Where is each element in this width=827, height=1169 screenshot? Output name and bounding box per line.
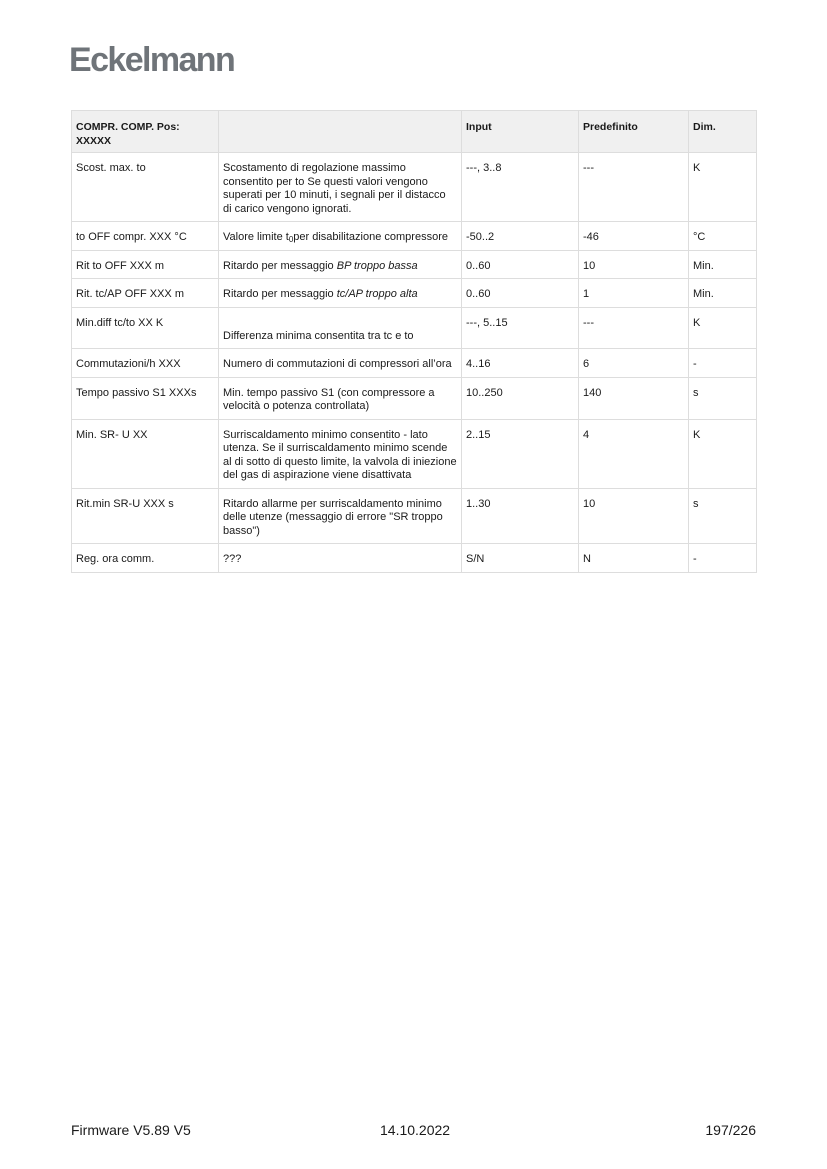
param-description: Surriscaldamento minimo consentito - lato utenza. Se il surriscaldamento minimo scende al di sotto di questo limite, la valvola di iniezione del gas di aspirazione viene disattivata xyxy=(219,419,462,488)
param-description: Numero di commutazioni di compressori all’ora xyxy=(219,349,462,378)
param-name: Scost. max. to xyxy=(72,153,219,222)
footer-date: 14.10.2022 xyxy=(380,1122,451,1138)
header-parameter: COMPR. COMP. Pos: XXXXX xyxy=(72,111,219,153)
param-default: 10 xyxy=(579,250,689,279)
header-input: Input xyxy=(462,111,579,153)
footer-page-number: 197/226 xyxy=(705,1122,756,1138)
param-name: Rit. tc/AP OFF XXX m xyxy=(72,279,219,308)
parameter-table xyxy=(71,110,757,573)
param-dim: s xyxy=(689,488,757,544)
table-row xyxy=(72,153,757,222)
param-description: Ritardo allarme per surriscaldamento minimo delle utenze (messaggio di errore "SR troppo basso") xyxy=(219,488,462,544)
param-description xyxy=(219,279,462,308)
param-description xyxy=(219,222,462,251)
param-description xyxy=(219,250,462,279)
param-name: Tempo passivo S1 XXXs xyxy=(72,377,219,419)
param-description: Min. tempo passivo S1 (con compressore a velocità o potenza controllata) xyxy=(219,377,462,419)
param-input: 1..30 xyxy=(462,488,579,544)
param-description: Scostamento di regolazione massimo consentito per to Se questi valori vengono superati per 10 minuti, i segnali per il distacco di carico vengono ignorati. xyxy=(219,153,462,222)
param-default: 6 xyxy=(579,349,689,378)
param-default: --- xyxy=(579,153,689,222)
param-default: --- xyxy=(579,307,689,349)
company-logo: Eckelmann xyxy=(69,41,235,79)
param-input: ---, 3..8 xyxy=(462,153,579,222)
param-default: N xyxy=(579,544,689,573)
desc-text: Ritardo per messaggio xyxy=(223,259,337,272)
desc-subscript: 0 xyxy=(288,235,294,244)
param-dim: °C xyxy=(689,222,757,251)
desc-text: Valore limite t xyxy=(223,231,289,243)
param-default: 1 xyxy=(579,279,689,308)
table-row xyxy=(72,419,757,488)
footer-firmware: Firmware V5.89 V5 xyxy=(71,1122,191,1138)
param-dim: Min. xyxy=(689,250,757,279)
param-input: 10..250 xyxy=(462,377,579,419)
table-row xyxy=(72,222,757,251)
table-row xyxy=(72,377,757,419)
param-input: 0..60 xyxy=(462,279,579,308)
desc-text: Differenza minima consentita tra tc e to xyxy=(223,329,414,342)
desc-emphasis: BP troppo bassa xyxy=(336,259,418,272)
table-header-row xyxy=(72,111,757,153)
desc-emphasis: tc/AP troppo alta xyxy=(336,288,418,300)
param-name: Rit.min SR-U XXX s xyxy=(72,488,219,544)
table-row xyxy=(72,488,757,544)
desc-text: per disabilitazione compressore xyxy=(293,231,448,243)
param-input: 0..60 xyxy=(462,250,579,279)
param-name: Min.diff tc/to XX K xyxy=(72,307,219,349)
param-default: 4 xyxy=(579,419,689,488)
param-dim: - xyxy=(689,544,757,573)
param-dim: K xyxy=(689,419,757,488)
param-dim: s xyxy=(689,377,757,419)
header-dim: Dim. xyxy=(689,111,757,153)
param-input: S/N xyxy=(462,544,579,573)
param-name: Commutazioni/h XXX xyxy=(72,349,219,378)
param-input: ---, 5..15 xyxy=(462,307,579,349)
param-input: 4..16 xyxy=(462,349,579,378)
param-default: -46 xyxy=(579,222,689,251)
header-description xyxy=(219,111,462,153)
param-input: 2..15 xyxy=(462,419,579,488)
param-description xyxy=(219,307,462,349)
param-input: -50..2 xyxy=(462,222,579,251)
table-row xyxy=(72,250,757,279)
desc-text: Ritardo per messaggio xyxy=(223,288,337,300)
param-dim: - xyxy=(689,349,757,378)
param-default: 140 xyxy=(579,377,689,419)
param-default: 10 xyxy=(579,488,689,544)
table-row xyxy=(72,307,757,349)
param-name: Reg. ora comm. xyxy=(72,544,219,573)
table-row xyxy=(72,544,757,573)
desc-spacer xyxy=(223,317,457,330)
header-default: Predefinito xyxy=(579,111,689,153)
param-dim: Min. xyxy=(689,279,757,308)
table-row xyxy=(72,279,757,308)
param-name: to OFF compr. XXX °C xyxy=(72,222,219,251)
param-dim: K xyxy=(689,307,757,349)
param-description: ??? xyxy=(219,544,462,573)
param-name: Rit to OFF XXX m xyxy=(72,250,219,279)
table-row xyxy=(72,349,757,378)
param-name: Min. SR- U XX xyxy=(72,419,219,488)
param-dim: K xyxy=(689,153,757,222)
